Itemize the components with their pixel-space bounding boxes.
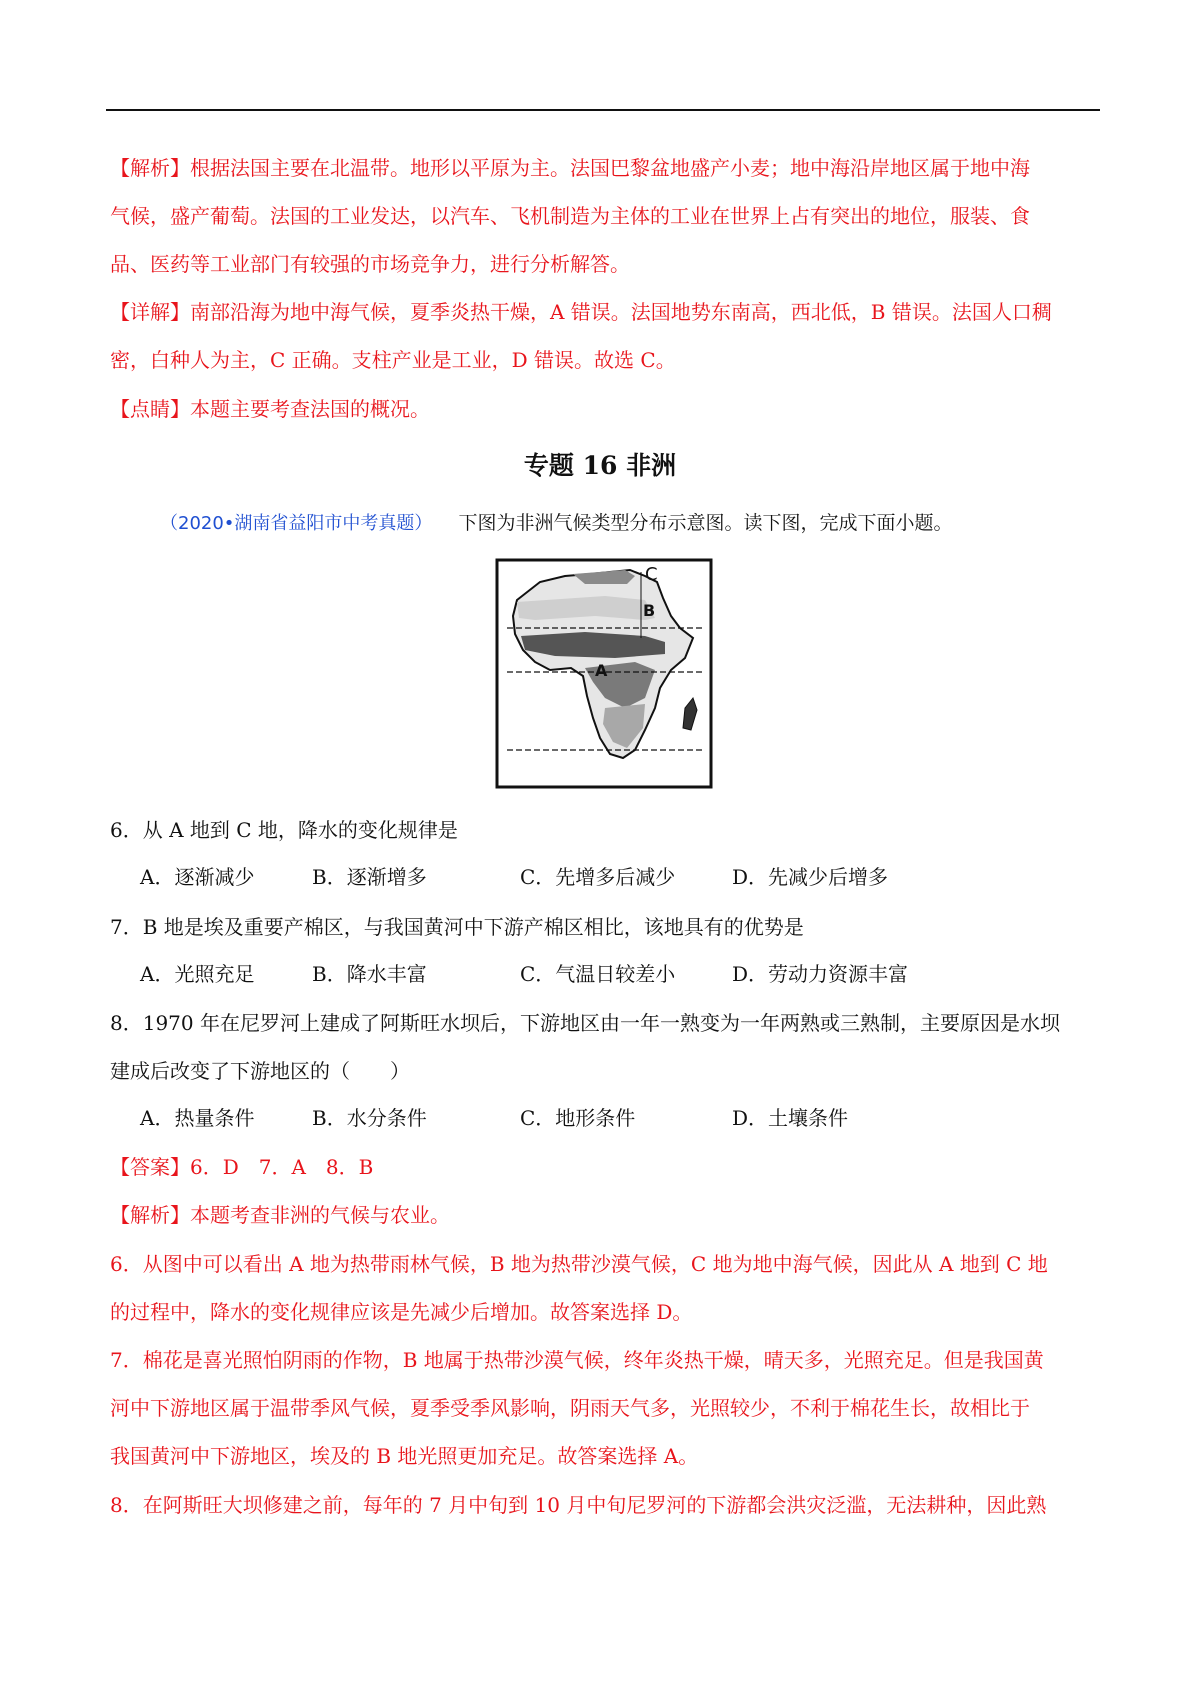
text-line: 【答案】6．D 7．A 8．B [110, 1155, 374, 1179]
analysis-paragraph-2 [110, 1191, 1100, 1239]
text-line: 气候，盛产葡萄。法国的工业发达，以汽车、飞机制造为主体的工业在世界上占有突出的地位，服装、食 [110, 204, 1030, 228]
explanation-7 [110, 1336, 1100, 1480]
explanation-8 [110, 1481, 1100, 1529]
option-a: A．热量条件 [140, 1106, 255, 1130]
option-d: D．劳动力资源丰富 [732, 962, 909, 986]
answer-line [110, 1143, 1100, 1191]
question-intro: 下图为非洲气候类型分布示意图。读下图，完成下面小题。 [458, 512, 953, 534]
source-line [160, 508, 953, 535]
option-a: A．逐渐减少 [140, 865, 255, 889]
header-rule [106, 109, 1100, 111]
question-8-options [140, 1094, 848, 1142]
text-line: 【详解】南部沿海为地中海气候，夏季炎热干燥，A 错误。法国地势东南高，西北低，B 错误。法国人口稠 [110, 300, 1052, 324]
analysis-paragraph-1 [110, 144, 1100, 288]
text-line: 6．从 A 地到 C 地，降水的变化规律是 [110, 818, 458, 842]
text-line: 7．棉花是喜光照怕阴雨的作物，B 地属于热带沙漠气候，终年炎热干燥，晴天多，光照充足。但是我国黄 [110, 1348, 1044, 1372]
text-line: 建成后改变了下游地区的（ ） [110, 1059, 410, 1083]
text-line: 的过程中，降水的变化规律应该是先减少后增加。故答案选择 D。 [110, 1300, 693, 1324]
option-c: C．地形条件 [520, 1106, 636, 1130]
text-line: 我国黄河中下游地区，埃及的 B 地光照更加充足。故答案选择 A。 [110, 1444, 699, 1468]
text-line: 【解析】本题考查非洲的气候与农业。 [110, 1203, 450, 1227]
map-label-c: C [645, 564, 658, 585]
text-line: 河中下游地区属于温带季风气候，夏季受季风影响，阴雨天气多，光照较少，不利于棉花生长，故相比于 [110, 1396, 1030, 1420]
option-d: D．土壤条件 [732, 1106, 849, 1130]
option-b: B．水分条件 [312, 1106, 427, 1130]
text-line: 8．1970 年在尼罗河上建成了阿斯旺水坝后，下游地区由一年一熟变为一年两熟或三熟制，主要原因是水坝 [110, 1011, 1060, 1035]
option-b: B．降水丰富 [312, 962, 427, 986]
option-d: D．先减少后增多 [732, 865, 889, 889]
text-line: 【点睛】本题主要考查法国的概况。 [110, 397, 430, 421]
text-line: 密，白种人为主，C 正确。支柱产业是工业，D 错误。故选 C。 [110, 348, 676, 372]
point-paragraph-1 [110, 385, 1100, 433]
question-7-options [140, 950, 908, 998]
map-label-a: A [595, 661, 608, 680]
question-6-options [140, 853, 888, 901]
option-a: A．光照充足 [140, 962, 255, 986]
map-label-b: B [643, 601, 656, 620]
explanation-6 [110, 1240, 1100, 1336]
text-line: 7．B 地是埃及重要产棉区，与我国黄河中下游产棉区相比，该地具有的优势是 [110, 915, 804, 939]
section-title: 专题 16 非洲 [523, 451, 677, 480]
option-c: C．先增多后减少 [520, 865, 676, 889]
text-line: 【解析】根据法国主要在北温带。地形以平原为主。法国巴黎盆地盛产小麦；地中海沿岸地区属于地中海 [110, 156, 1030, 180]
option-c: C．气温日较差小 [520, 962, 676, 986]
question-7-stem [110, 903, 1100, 951]
text-line: 品、医药等工业部门有较强的市场竞争力，进行分析解答。 [110, 252, 630, 276]
question-8-stem [110, 999, 1100, 1095]
question-source: （2020•湖南省益阳市中考真题） [160, 513, 433, 534]
question-6-stem [110, 806, 1100, 854]
africa-climate-map [495, 558, 713, 789]
text-line: 8．在阿斯旺大坝修建之前，每年的 7 月中旬到 10 月中旬尼罗河的下游都会洪灾泛滥，无法耕种，因此熟 [110, 1493, 1047, 1517]
option-b: B．逐渐增多 [312, 865, 427, 889]
detail-paragraph-1 [110, 288, 1100, 384]
text-line: 6．从图中可以看出 A 地为热带雨林气候，B 地为热带沙漠气候，C 地为地中海气候，因此从 A 地到 C 地 [110, 1252, 1048, 1276]
